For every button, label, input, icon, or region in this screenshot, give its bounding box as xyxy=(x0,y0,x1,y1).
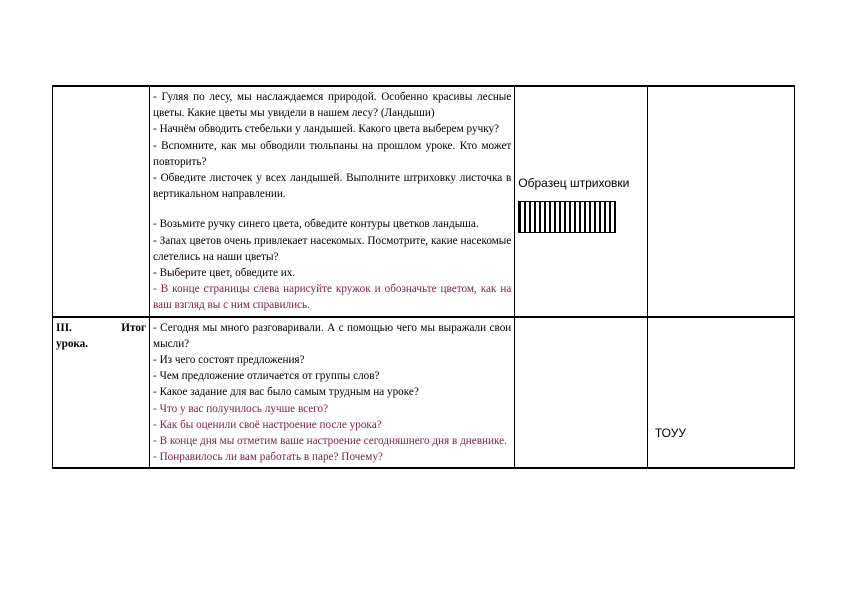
instruction-line: - Гуляя по лесу, мы наслаждаемся природой. Особенно красивы лесные цветы. Какие цветы мы увидели в нашем лесу? (Ландыши) xyxy=(153,91,512,120)
notes-text: ТОУУ xyxy=(654,425,686,440)
stage-title-continued: урока. xyxy=(56,337,89,350)
question-line-highlighted: - Что у вас получилось лучше всего? xyxy=(153,402,329,415)
instruction-line: - Запах цветов очень привлекает насекомых. Посмотрите, какие насекомые слетелись на наши цветы? xyxy=(153,234,512,263)
instruction-line: - Обведите листочек у всех ландышей. Выполните штриховку листочка в вертикальном направлении. xyxy=(153,172,512,201)
notes-cell xyxy=(647,317,794,469)
hatching-sample-image xyxy=(518,201,616,233)
question-line-highlighted: - В конце дня мы отметим ваше настроение сегодняшнего дня в дневнике. xyxy=(153,435,507,448)
table-row xyxy=(53,86,795,317)
notes-cell-empty xyxy=(647,86,794,317)
question-line: - Из чего состоят предложения? xyxy=(153,354,305,367)
question-line-highlighted: - Как бы оценили своё настроение после урока? xyxy=(153,418,382,431)
paragraph-spacer xyxy=(153,202,511,216)
summary-questions-cell xyxy=(150,317,515,469)
hatching-sample-label: Образец штриховки xyxy=(518,176,630,191)
teacher-instructions-cell xyxy=(150,86,515,317)
stage-cell xyxy=(53,317,150,469)
sample-cell-empty xyxy=(515,317,648,469)
question-line: - Какое задание для вас было самым трудным на уроке? xyxy=(153,386,419,399)
instruction-line: - Вспомните, как мы обводили тюльпаны на прошлом уроке. Кто может повторить? xyxy=(153,139,512,168)
sample-cell xyxy=(515,86,648,317)
instruction-line: - Выберите цвет, обведите их. xyxy=(153,267,296,280)
question-line: - Чем предложение отличается от группы слов? xyxy=(153,370,380,383)
lesson-plan-table xyxy=(52,85,795,469)
stage-cell-empty xyxy=(53,86,150,317)
question-line: - Сегодня мы много разговаривали. А с помощью чего мы выражали свои мысли? xyxy=(153,321,512,350)
instruction-line: - Начнём обводить стебельки у ландышей. Какого цвета выберем ручку? xyxy=(153,123,500,136)
question-line-highlighted: - Понравилось ли вам работать в паре? Почему? xyxy=(153,451,383,464)
instruction-line: - Возьмите ручку синего цвета, обведите контуры цветков ландыша. xyxy=(153,218,479,231)
instruction-line-highlighted: - В конце страницы слева нарисуйте кружок и обозначьте цветом, как на ваш взгляд вы с ним справились. xyxy=(153,283,512,312)
stage-title: III. Итог xyxy=(56,321,147,334)
table-row xyxy=(53,317,795,469)
